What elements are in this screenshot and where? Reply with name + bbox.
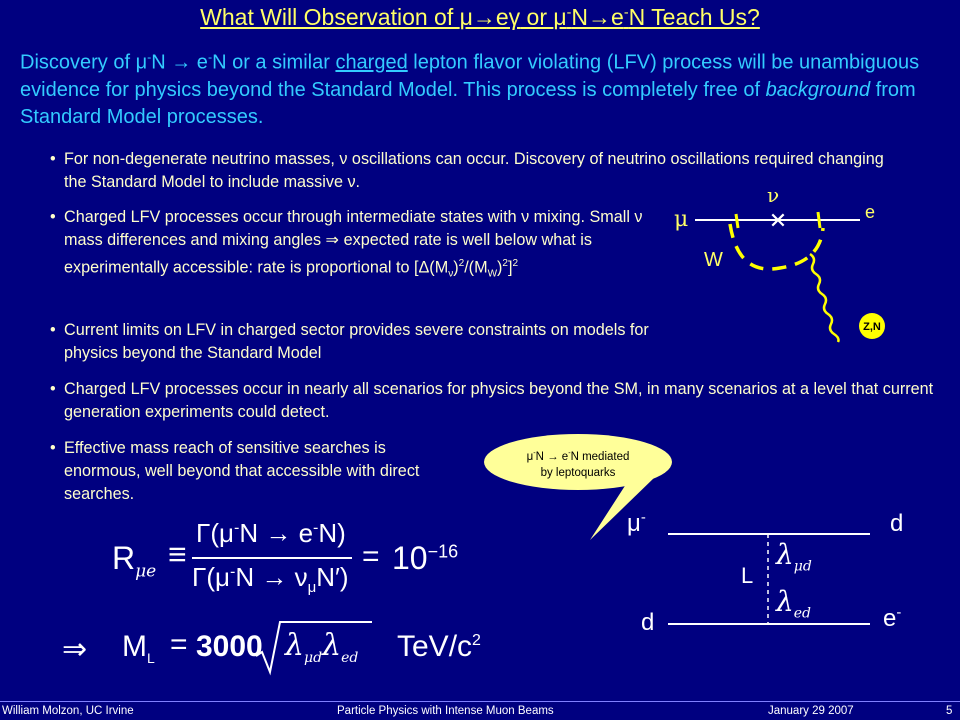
- z-photon-wavy-line: [810, 254, 839, 342]
- cross-mark: ✕: [768, 208, 788, 233]
- leptoquark-diagram: [620, 500, 920, 650]
- lambda-ed-label: $\lambda_{ed}$: [776, 585, 811, 622]
- footer: [0, 703, 960, 720]
- w-vertex-left: [736, 214, 738, 228]
- mu-minus-label: μ-: [627, 510, 646, 537]
- footer-divider: [0, 701, 960, 702]
- implies-symbol: ⇒: [62, 633, 88, 666]
- zn-label: Z,N: [863, 321, 881, 333]
- rate-value: $10^{-16}$: [392, 540, 459, 576]
- equals-symbol: =: [362, 540, 380, 573]
- r-mue-symbol: $R_{\mu e}$: [112, 540, 157, 582]
- e-label: e: [865, 202, 876, 222]
- ml-symbol: $M_L$: [122, 630, 155, 666]
- footer-page-number: 5: [946, 705, 953, 717]
- lfv-loop-diagram: [660, 176, 910, 346]
- footer-talk-title: Particle Physics with Intense Muon Beams: [337, 705, 554, 717]
- equiv-symbol: ≡: [168, 536, 187, 572]
- ratio-numerator: Γ(μ-N → e-N): [196, 518, 346, 548]
- slide-title: What Will Observation of μ→eγ or μ-N→e-N Teach Us?: [200, 4, 760, 30]
- nu-label: ν: [767, 183, 780, 207]
- intro-paragraph: Discovery of μ-N → e-N or a similar charged lepton flavor violating (LFV) process will be unambiguous evidence for physics beyond the Standard Model. This process is completely free of background from Standard Model processes.: [20, 50, 920, 128]
- d-quark-top-label: d: [890, 510, 904, 537]
- w-vertex-right: [818, 212, 820, 228]
- d-quark-bottom-label: d: [641, 609, 655, 636]
- bullet-mass-reach: • Effective mass reach of sensitive searches is enormous, well beyond that accessible with direct searches.: [50, 439, 420, 503]
- mass-unit: TeV/$c^2$: [397, 630, 481, 663]
- ratio-denominator: $\Gamma(\mu^-N \to \nu_\mu N')$: [192, 562, 349, 597]
- bullet-lfv-scenarios: • Charged LFV processes occur in nearly all scenarios for physics beyond the SM, in many scenarios at a level that current generation experiments could detect.: [50, 380, 934, 421]
- mu-label: μ: [674, 207, 689, 232]
- footer-date: January 29 2007: [768, 705, 854, 717]
- bullet-current-limits: • Current limits on LFV in charged sector provides severe constraints on models for physics beyond the Standard Model: [50, 321, 649, 362]
- bullet-charged-lfv-rate: • Charged LFV processes occur through intermediate states with ν mixing. Small ν mass differences and mixing angles ⇒ expected rate is well below what is experimentally accessible: rate is proportional to $[\Delta(M_\nu)^2/(M_W)^2]^2$: [50, 208, 643, 280]
- mass-value: 3000: [196, 630, 263, 663]
- w-label: W: [704, 249, 723, 271]
- footer-author: William Molzon, UC Irvine: [2, 705, 134, 717]
- fraction-bar: [192, 557, 352, 559]
- lambda-product: $\lambda_{\mu d}\lambda_{ed}$: [285, 628, 359, 666]
- electron-label: e-: [883, 605, 902, 632]
- equals-symbol-2: =: [170, 628, 188, 661]
- callout-text: μ-N → e-N mediated by leptoquarks: [526, 449, 630, 479]
- lambda-mud-label: $\lambda_{\mu d}$: [776, 538, 812, 575]
- leptoquark-label: L: [741, 563, 754, 588]
- bullet-neutrino-oscillations: • For non-degenerate neutrino masses, ν oscillations can occur. Discovery of neutrino oscillations required changing the Standard Model to include massive ν.: [50, 150, 884, 191]
